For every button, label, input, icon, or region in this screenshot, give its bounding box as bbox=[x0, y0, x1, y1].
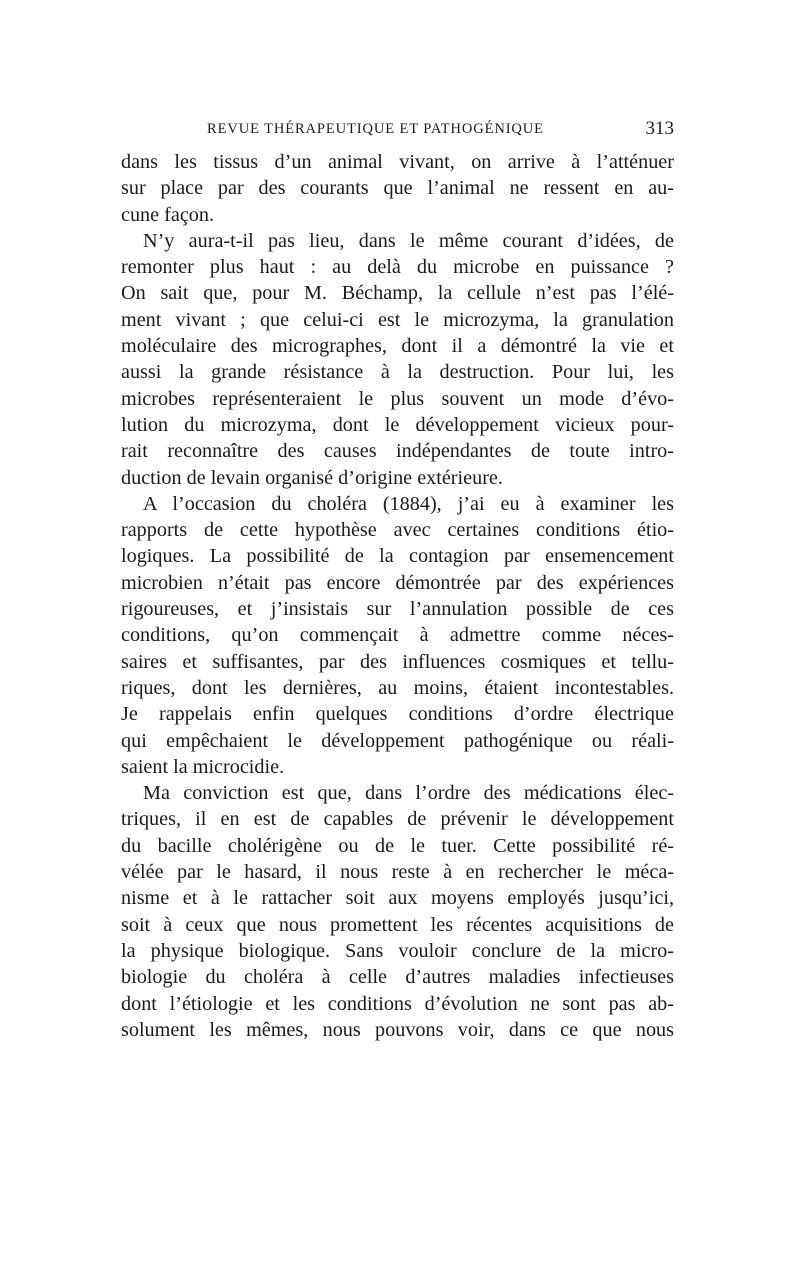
text-line: biologie du choléra à celle d’autres maladies infectieuses bbox=[121, 966, 674, 989]
paragraph bbox=[121, 491, 674, 780]
text-line: On sait que, pour M. Béchamp, la cellule n’est pas l’élé- bbox=[121, 282, 674, 305]
text-line: A l’occasion du choléra (1884), j’ai eu à examiner les bbox=[143, 492, 674, 515]
paragraph bbox=[121, 780, 674, 1043]
text-line: soit à ceux que nous promettent les récentes acquisitions de bbox=[121, 913, 674, 936]
text-line: Ma conviction est que, dans l’ordre des médications élec- bbox=[143, 782, 674, 805]
text-line: conditions, qu’on commençait à admettre comme néces- bbox=[121, 624, 674, 647]
text-line: solument les mêmes, nous pouvons voir, dans ce que nous bbox=[121, 1018, 674, 1041]
text-line: dont l’étiologie et les conditions d’évolution ne sont pas ab- bbox=[121, 992, 674, 1015]
text-line: nisme et à le rattacher soit aux moyens employés jusqu’ici, bbox=[121, 887, 674, 910]
text-line: rigoureuses, et j’insistais sur l’annulation possible de ces bbox=[121, 598, 674, 621]
page-header bbox=[121, 117, 674, 141]
text-line: qui empêchaient le développement pathogénique ou réali- bbox=[121, 729, 674, 752]
text-line: logiques. La possibilité de la contagion par ensemencement bbox=[121, 545, 674, 568]
paragraph bbox=[121, 149, 674, 228]
text-line: N’y aura-t-il pas lieu, dans le même courant d’idées, de bbox=[143, 229, 674, 252]
text-line: sur place par des courants que l’animal ne ressent en au- bbox=[121, 177, 674, 200]
paragraph bbox=[121, 228, 674, 491]
text-line: microbes représenteraient le plus souvent un mode d’évo- bbox=[121, 387, 674, 410]
text-line: moléculaire des micrographes, dont il a démontré la vie et bbox=[121, 335, 674, 358]
page-number: 313 bbox=[645, 118, 674, 139]
running-title: REVUE THÉRAPEUTIQUE ET PATHOGÉNIQUE bbox=[207, 121, 544, 137]
text-line: saient la microcidie. bbox=[121, 755, 285, 778]
text-line: rapports de cette hypothèse avec certaines conditions étio- bbox=[121, 519, 674, 542]
text-line: vélée par le hasard, il nous reste à en rechercher le méca- bbox=[121, 861, 674, 884]
text-line: duction de levain organisé d’origine extérieure. bbox=[121, 466, 503, 489]
text-line: ment vivant ; que celui-ci est le microzyma, la granulation bbox=[121, 308, 674, 331]
text-line: du bacille cholérigène ou de le tuer. Cette possibilité ré- bbox=[121, 834, 674, 857]
text-line: lution du microzyma, dont le développement vicieux pour- bbox=[121, 413, 674, 436]
text-line: microbien n’était pas encore démontrée par des expériences bbox=[121, 571, 674, 594]
body-text bbox=[121, 149, 674, 1043]
text-line: riques, dont les dernières, au moins, étaient incontestables. bbox=[121, 676, 674, 699]
text-line: Je rappelais enfin quelques conditions d’ordre électrique bbox=[121, 703, 674, 726]
text-line: rait reconnaître des causes indépendantes de toute intro- bbox=[121, 440, 674, 463]
text-line: cune façon. bbox=[121, 203, 215, 226]
text-line: remonter plus haut : au delà du microbe en puissance ? bbox=[121, 256, 674, 279]
text-line: aussi la grande résistance à la destruction. Pour lui, les bbox=[121, 361, 674, 384]
text-line: saires et suffisantes, par des influences cosmiques et tellu- bbox=[121, 650, 674, 673]
text-line: triques, il en est de capables de prévenir le développement bbox=[121, 808, 674, 831]
text-line: la physique biologique. Sans vouloir conclure de la micro- bbox=[121, 939, 674, 962]
text-line: dans les tissus d’un animal vivant, on arrive à l’atténuer bbox=[121, 151, 674, 173]
